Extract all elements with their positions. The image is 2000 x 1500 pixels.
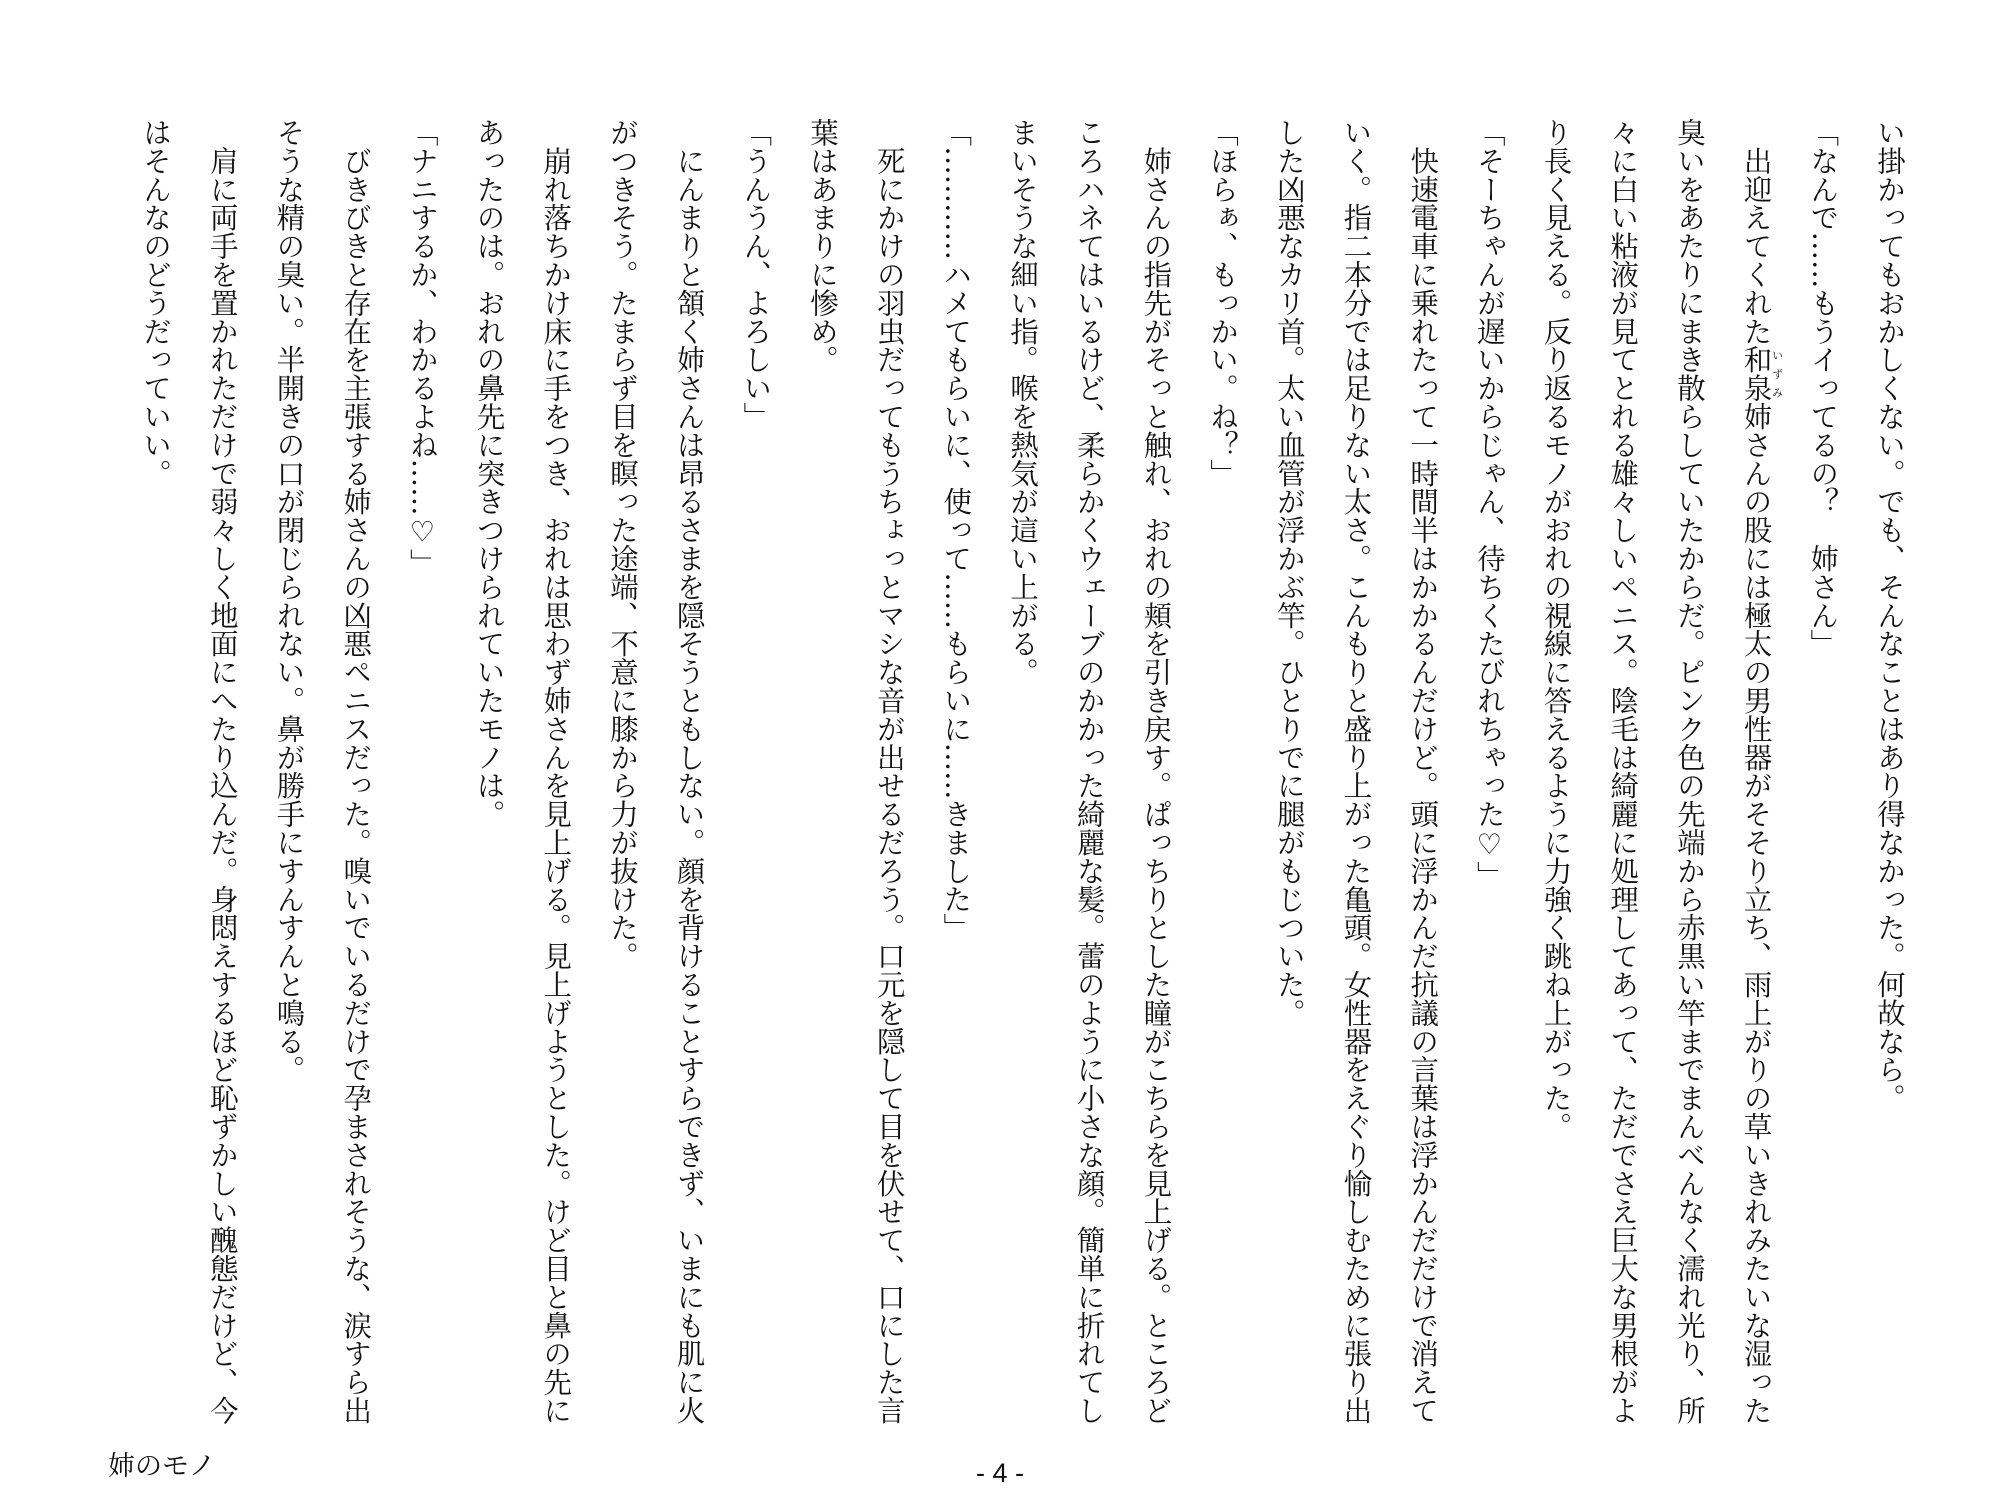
text-line: 肩に両手を置かれただけで弱々しく地面にへたり込んだ。身悶えするほど恥ずかしい醜態だけど、今 xyxy=(205,118,239,1425)
text-line: 「…………ハメてもらいに、使って……もらいに……きました」 xyxy=(939,118,973,942)
text-line: いく。指二本分では足りない太さ。こんもりと盛り上がった亀頭。女性器をえぐり愉しむために張り出 xyxy=(1339,118,1373,1425)
text-line: はそんなのどうだっていい。 xyxy=(139,118,173,488)
ruby-reading: いずみ xyxy=(1770,345,1784,403)
text-line: そうな精の臭い。半開きの口が閉じられない。鼻が勝手にすんすんと鳴る。 xyxy=(272,118,306,1084)
text-line: 「そーちゃんが遅いからじゃん、待ちくたびれちゃった♡」 xyxy=(1472,118,1506,890)
text-line: 「ほらぁ、もっかい。ね？」 xyxy=(1206,118,1240,488)
vertical-body-text xyxy=(121,118,1922,1425)
footer-book-title: 姉のモノ xyxy=(108,1451,216,1482)
text-line: あったのは。おれの鼻先に突きつけられていたモノは。 xyxy=(472,118,506,828)
text-line: 臭いをあたりにまき散らしていたからだ。ピンク色の先端から赤黒い竿までまんべんなく濡れ光り、所 xyxy=(1672,118,1706,1425)
text-line: した凶悪なカリ首。太い血管が浮かぶ竿。ひとりでに腿がもじついた。 xyxy=(1272,118,1306,1027)
text-line: にんまりと頷く姉さんは昂るさまを隠そうともしない。顔を背けることすらできず、いまにも肌に火 xyxy=(672,118,706,1425)
text-line: 「なんで……もうイってるの？ 姉さん」 xyxy=(1806,118,1840,658)
text-line: がつきそう。たまらず目を瞑った途端、不意に膝から力が抜けた。 xyxy=(605,118,639,970)
ruby-name xyxy=(1739,345,1784,403)
text-line: い掛かってもおかしくない。でも、そんなことはあり得なかった。何故なら。 xyxy=(1873,118,1906,1112)
text-line: 「うんうん、よろしい」 xyxy=(739,118,773,431)
ruby-base: 和泉 xyxy=(1739,345,1773,403)
text-line: 「ナニするか、わかるよね……♡」 xyxy=(405,118,439,577)
text-line: 姉さんの指先がそっと触れ、おれの頬を引き戻す。ぱっちりとした瞳がこちらを見上げる。ところど xyxy=(1139,118,1173,1425)
text-segment: 出迎えてくれた xyxy=(1739,118,1773,346)
text-line: 死にかけの羽虫だってもうちょっとマシな音が出せるだろう。口元を隠して目を伏せて、口にした言 xyxy=(872,118,906,1425)
text-line: 快速電車に乗れたって一時間半はかかるんだけど。頭に浮かんだ抗議の言葉は浮かんだだけで消えて xyxy=(1406,118,1440,1425)
text-line: 崩れ落ちかけ床に手をつき、おれは思わず姉さんを見上げる。見上げようとした。けど目と鼻の先に xyxy=(539,118,573,1425)
text-line: びきびきと存在を主張する姉さんの凶悪ペニスだった。嗅いでいるだけで孕まされそうな、涙すら出 xyxy=(339,118,373,1425)
page-number: - 4 - xyxy=(975,1458,1024,1488)
text-line: まいそうな細い指。喉を熱気が這い上がる。 xyxy=(1006,118,1040,686)
text-line xyxy=(1722,118,1789,1425)
text-line: 葉はあまりに惨め。 xyxy=(806,118,839,374)
text-line: 々に白い粘液が見てとれる雄々しいペニス。陰毛は綺麗に処理してあって、ただでさえ巨大な男根がよ xyxy=(1606,118,1640,1425)
text-line: ころハネてはいるけど、柔らかくウェーブのかかった綺麗な髪。蕾のように小さな顔。簡単に折れてし xyxy=(1072,118,1106,1425)
text-line: り長く見える。反り返るモノがおれの視線に答えるように力強く跳ね上がった。 xyxy=(1539,118,1573,1141)
text-segment: 姉さんの股には極太の男性器がそそり立ち、雨上がりの草いきれみたいな湿った xyxy=(1739,402,1773,1425)
